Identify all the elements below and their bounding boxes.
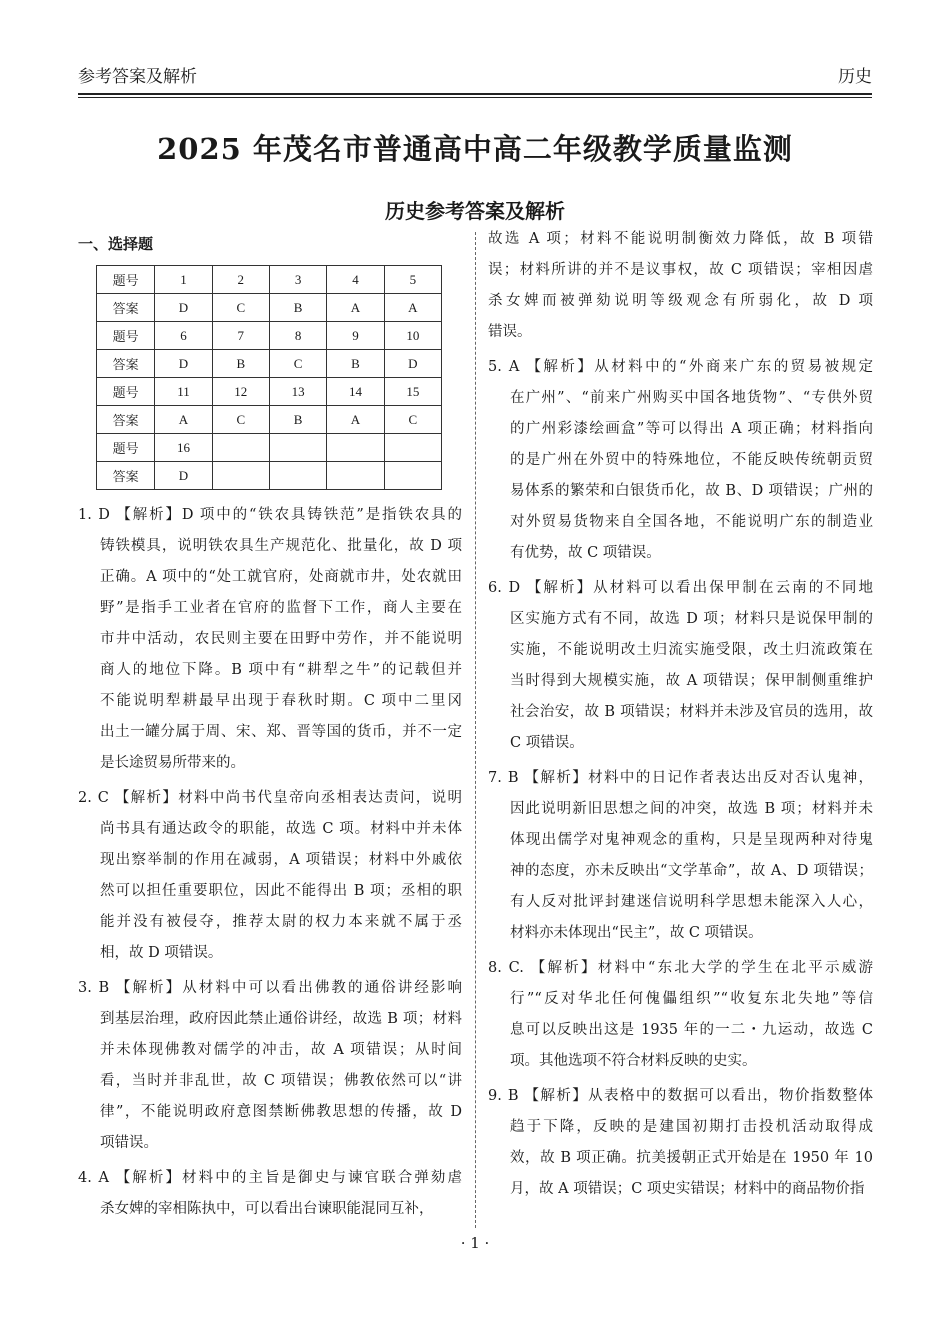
explanation-line: 杀女婢的宰相陈执中，可以看出台谏职能混同互补， <box>100 1201 434 1217</box>
explanation-line: 然可以担任重要职位，因此不能得出 B 项；丞相的职 <box>100 883 462 899</box>
table-cell: 6 <box>155 322 212 350</box>
table-cell <box>327 462 384 490</box>
table-row-label: 答案 <box>97 294 155 322</box>
page-number: · 1 · <box>460 1234 490 1252</box>
table-cell <box>384 462 441 490</box>
explanation-line: 材料亦未体现出“民主”，故 C 项错误。 <box>510 925 763 941</box>
explanation-line: 项错误。 <box>100 1135 158 1151</box>
table-cell <box>327 434 384 462</box>
explanation-line: 6. D 【解析】从材料可以看出保甲制在云南的不同地 <box>488 580 873 596</box>
answer-explanation <box>488 953 873 1077</box>
table-cell: 2 <box>212 266 269 294</box>
explanation-line: 5. A 【解析】从材料中的“外商来广东的贸易被规定 <box>488 359 873 375</box>
explanation-line: 尚书具有通达政令的职能，故选 C 项。材料中并未体 <box>100 821 462 837</box>
explanation-line: 神的态度，亦未反映出“文学革命”，故 A、D 项错误； <box>510 863 873 879</box>
explanation-line: 2. C 【解析】材料中尚书代皇帝向丞相表达责问，说明 <box>78 790 462 806</box>
answer-explanation <box>78 1163 462 1225</box>
right-column <box>488 233 873 1209</box>
explanation-line: 正确。A 项中的“处工就官府，处商就市井，处农就田 <box>100 569 462 585</box>
table-cell: 9 <box>327 322 384 350</box>
answer-explanation <box>488 763 873 949</box>
table-row-label: 答案 <box>97 406 155 434</box>
explanation-line: 4. A 【解析】材料中的主旨是御史与谏官联合弹劾虐 <box>78 1170 462 1186</box>
explanation-line: 不能说明犁耕最早出现于春秋时期。C 项中二里冈 <box>100 693 462 709</box>
section-heading: 一、选择题 <box>78 235 154 253</box>
explanation-line: 对外贸易货物来自全国各地，不能说明广东的制造业 <box>510 514 873 530</box>
explanation-line: 在广州”、“前来广州购买中国各地货物”、“专供外贸 <box>510 390 873 406</box>
explanation-line: 到基层治理，政府因此禁止通俗讲经，故选 B 项；材料 <box>100 1011 462 1027</box>
explanation-line: 出土一罐分属于周、宋、郑、晋等国的货币，并不一定 <box>100 724 462 740</box>
table-cell: B <box>327 350 384 378</box>
table-row-label: 题号 <box>97 434 155 462</box>
explanation-line: 市井中活动，农民则主要在田野中劳作，并不能说明 <box>100 631 462 647</box>
table-cell: 11 <box>155 378 212 406</box>
explanation-line: 趋于下降，反映的是建国初期打击投机活动取得成 <box>510 1119 873 1135</box>
answer-explanation <box>488 224 873 348</box>
explanation-line: 社会治安，故 B 项错误；材料并未涉及官员的选用，故 <box>510 704 873 720</box>
explanation-line: 7. B 【解析】材料中的日记作者表达出反对否认鬼神， <box>488 770 873 786</box>
explanation-line: 有人反对批评封建迷信说明科学思想未能深入人心， <box>510 894 873 910</box>
explanation-line: 有优势，故 C 项错误。 <box>510 545 661 561</box>
table-cell <box>212 462 269 490</box>
table-cell: 1 <box>155 266 212 294</box>
table-cell: 12 <box>212 378 269 406</box>
table-row <box>97 350 442 378</box>
explanation-line: 律”，不能说明政府意图禁断佛教思想的传播，故 D <box>100 1104 462 1120</box>
table-cell: 8 <box>269 322 326 350</box>
explanation-line: 月，故 A 项错误；C 项史实错误；材料中的商品物价指 <box>510 1181 865 1197</box>
header-rule-thin <box>78 97 872 98</box>
table-row <box>97 322 442 350</box>
table-cell: D <box>155 462 212 490</box>
explanation-line: 并未体现佛教对儒学的冲击，故 A 项错误；从时间 <box>100 1042 462 1058</box>
table-cell: B <box>269 294 326 322</box>
answer-explanation <box>488 573 873 759</box>
table-cell: A <box>384 294 441 322</box>
table-cell: 5 <box>384 266 441 294</box>
explanation-line: 误；材料所讲的并不是议事权，故 C 项错误；宰相因虐 <box>488 262 873 278</box>
explanation-line: 能并没有被侵夺，推荐太尉的权力本来就不属于丞 <box>100 914 462 930</box>
table-row-label: 答案 <box>97 462 155 490</box>
table-cell <box>269 462 326 490</box>
answer-explanation <box>78 500 462 779</box>
explanation-line: 行”“反对华北任何傀儡组织”“收复东北失地”等信 <box>510 991 873 1007</box>
table-cell: D <box>384 350 441 378</box>
table-cell: 3 <box>269 266 326 294</box>
explanation-line: 的广州彩漆绘画盒”等可以得出 A 项正确；材料指向 <box>510 421 873 437</box>
left-column <box>78 233 462 1229</box>
explanation-line: 3. B 【解析】从材料中可以看出佛教的通俗讲经影响 <box>78 980 462 996</box>
explanation-line: C 项错误。 <box>510 735 584 751</box>
answer-explanation <box>78 783 462 969</box>
explanation-line: 现出察举制的作用在减弱，A 项错误；材料中外戚依 <box>100 852 462 868</box>
table-cell: 10 <box>384 322 441 350</box>
explanation-line: 区实施方式有不同，故选 D 项；材料只是说保甲制的 <box>510 611 873 627</box>
table-cell: C <box>384 406 441 434</box>
explanation-line: 效，故 B 项正确。抗美援朝正式开始是在 1950 年 10 <box>510 1150 873 1166</box>
table-cell: 16 <box>155 434 212 462</box>
explanation-line: 项。其他选项不符合材料反映的史实。 <box>510 1053 757 1069</box>
table-row-label: 题号 <box>97 378 155 406</box>
explanation-line: 野”是指手工业者在官府的监督下工作，商人主要在 <box>100 600 462 616</box>
answer-explanation <box>78 973 462 1159</box>
table-cell: 7 <box>212 322 269 350</box>
explanation-line: 息可以反映出这是 1935 年的一二・九运动，故选 C <box>510 1022 873 1038</box>
table-cell <box>269 434 326 462</box>
explanation-line: 9. B 【解析】从表格中的数据可以看出，物价指数整体 <box>488 1088 873 1104</box>
explanation-line: 故选 A 项；材料不能说明制衡效力降低，故 B 项错 <box>488 231 873 247</box>
page-header <box>78 60 872 88</box>
table-row-label: 题号 <box>97 266 155 294</box>
explanation-line: 体现出儒学对鬼神观念的重构，只是呈现两种对待鬼 <box>510 832 873 848</box>
explanation-line: 当时得到大规模实施，故 A 项错误；保甲制侧重维护 <box>510 673 873 689</box>
page-title: 2025 年茂名市普通高中高二年级教学质量监测 <box>157 132 793 166</box>
explanation-line: 是长途贸易所带来的。 <box>100 755 245 771</box>
explanation-line: 易体系的繁荣和白银货币化，故 B、D 项错误；广州的 <box>510 483 873 499</box>
answer-explanation <box>488 352 873 569</box>
table-cell: D <box>155 350 212 378</box>
table-cell: B <box>269 406 326 434</box>
explanation-line: 错误。 <box>488 324 532 340</box>
header-left: 参考答案及解析 <box>78 66 197 87</box>
explanation-line: 看，当时并非乱世，故 C 项错误；佛教依然可以“讲 <box>100 1073 462 1089</box>
table-row <box>97 294 442 322</box>
table-cell: B <box>212 350 269 378</box>
explanation-line: 杀女婢而被弹劾说明等级观念有所弱化，故 D 项 <box>488 293 873 309</box>
table-row <box>97 266 442 294</box>
explanation-line: 因此说明新旧思想之间的冲突，故选 B 项；材料并未 <box>510 801 873 817</box>
left-explanations <box>78 500 462 1225</box>
column-divider <box>475 232 476 1228</box>
explanation-line: 商人的地位下降。B 项中有“耕犁之牛”的记载但并 <box>100 662 462 678</box>
explanation-line: 相，故 D 项错误。 <box>100 945 223 961</box>
table-cell: A <box>327 294 384 322</box>
table-cell <box>212 434 269 462</box>
table-cell: C <box>212 294 269 322</box>
header-right: 历史 <box>838 66 872 87</box>
header-rule <box>78 93 872 95</box>
table-row <box>97 406 442 434</box>
table-cell: 13 <box>269 378 326 406</box>
table-row <box>97 434 442 462</box>
table-cell: A <box>155 406 212 434</box>
table-cell: A <box>327 406 384 434</box>
explanation-line: 铸铁模具，说明铁农具生产规范化、批量化，故 D 项 <box>100 538 462 554</box>
right-explanations <box>488 224 873 1205</box>
table-cell: C <box>212 406 269 434</box>
table-row-label: 题号 <box>97 322 155 350</box>
table-cell: D <box>155 294 212 322</box>
table-cell: C <box>269 350 326 378</box>
page-subtitle: 历史参考答案及解析 <box>385 199 565 223</box>
explanation-line: 1. D 【解析】D 项中的“铁农具铸铁范”是指铁农具的 <box>78 507 462 523</box>
explanation-line: 的是广州在外贸中的特殊地位，不能反映传统朝贡贸 <box>510 452 873 468</box>
explanation-line: 8. C. 【解析】材料中“东北大学的学生在北平示威游 <box>488 960 873 976</box>
answer-table <box>96 265 442 490</box>
table-cell <box>384 434 441 462</box>
table-row <box>97 462 442 490</box>
answer-explanation <box>488 1081 873 1205</box>
table-cell: 14 <box>327 378 384 406</box>
table-row-label: 答案 <box>97 350 155 378</box>
table-cell: 4 <box>327 266 384 294</box>
explanation-line: 实施，不能说明改土归流实施受限，改土归流政策在 <box>510 642 873 658</box>
table-row <box>97 378 442 406</box>
table-cell: 15 <box>384 378 441 406</box>
